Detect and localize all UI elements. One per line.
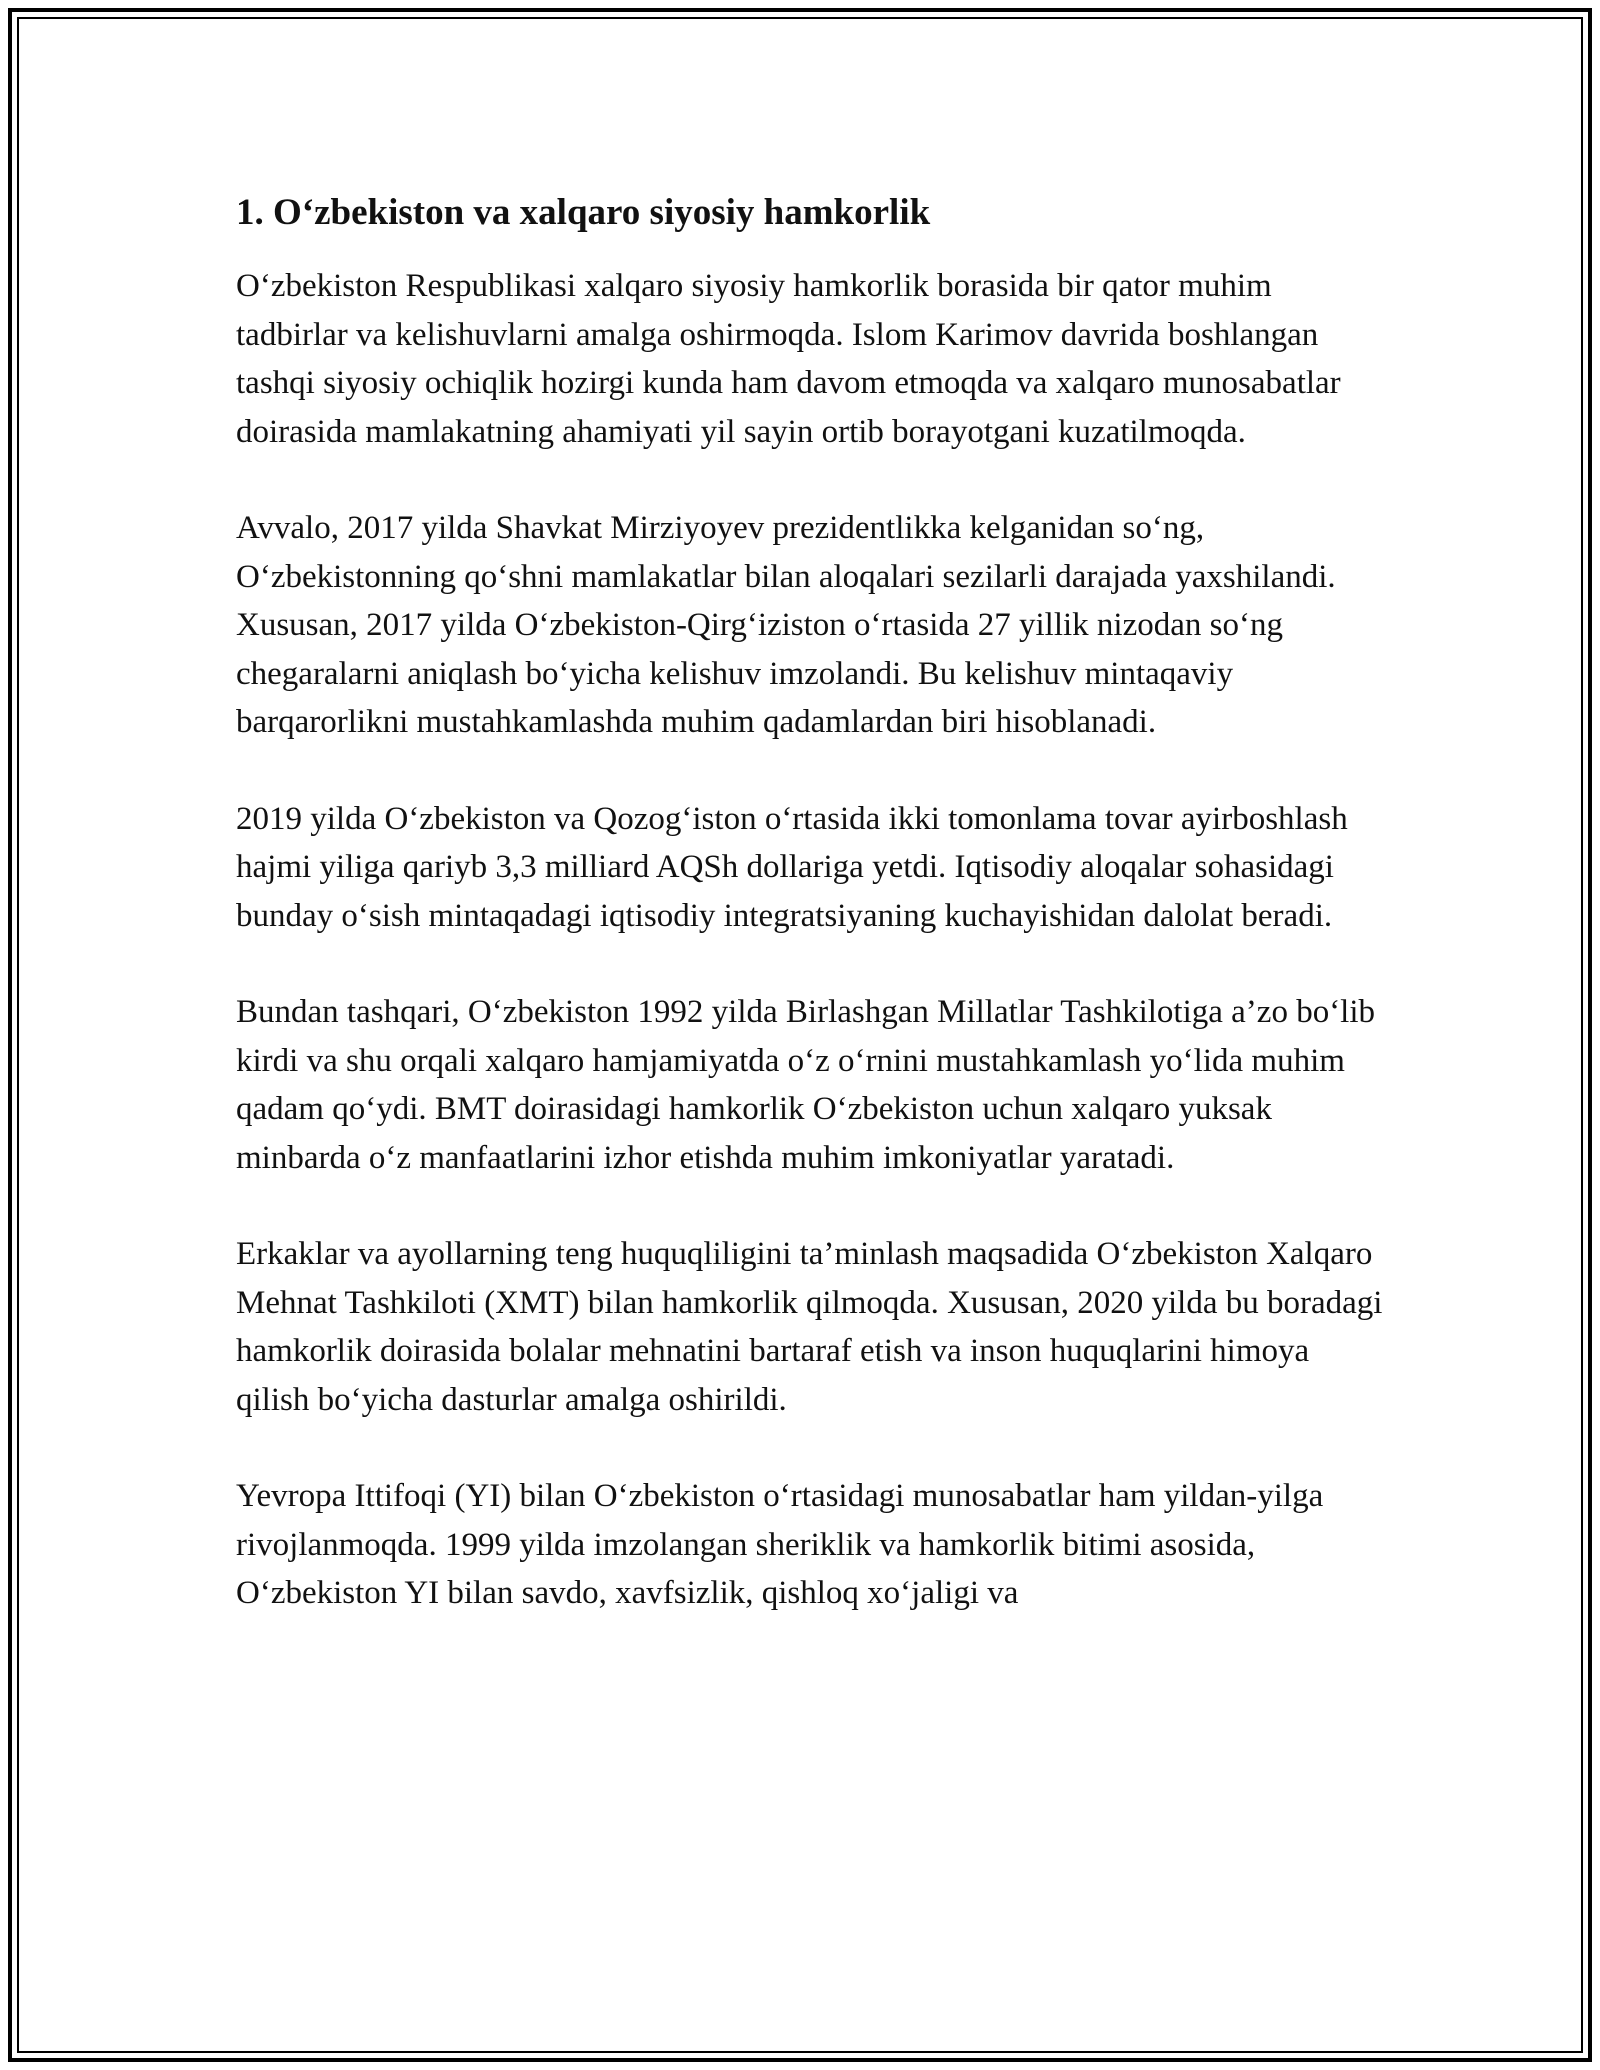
paragraph-european-union: Yevropa Ittifoqi (YI) bilan O‘zbekiston o‘rtasidagi munosabatlar ham yildan-yilga rivojlanmoqda. 1999 yilda imzolangan sheriklik va hamkorlik bitimi asosida, O‘zbekiston YI bilan savdo, xavfsizlik, qishloq xo‘jaligi va	[236, 1478, 1324, 1611]
document-body	[236, 188, 1386, 1666]
paragraph-united-nations: Bundan tashqari, O‘zbekiston 1992 yilda Birlashgan Millatlar Tashkilotiga a’zo bo‘lib kirdi va shu orqali xalqaro hamjamiyatda o‘z o‘rnini mustahkamlash yo‘lida muhim qadam qo‘ydi. BMT doirasidagi hamkorlik O‘zbekiston uchun xalqaro yuksak minbarda o‘z manfaatlarini izhor etishda muhim imkoniyatlar yaratadi.	[236, 994, 1376, 1176]
paragraph-neighbors: Avvalo, 2017 yilda Shavkat Mirziyoyev prezidentlikka kelganidan so‘ng, O‘zbekistonning qo‘shni mamlakatlar bilan aloqalari sezilarli darajada yaxshilandi. Xususan, 2017 yilda O‘zbekiston-Qirg‘iziston o‘rtasida 27 yillik nizodan so‘ng chegaralarni aniqlash bo‘yicha kelishuv imzolandi. Bu kelishuv mintaqaviy barqarorlikni mustahkamlashda muhim qadamlardan biri hisoblanadi.	[236, 510, 1336, 740]
section-heading: 1. O‘zbekiston va xalqaro siyosiy hamkorlik	[236, 192, 931, 233]
paragraph-kazakhstan-trade: 2019 yilda O‘zbekiston va Qozog‘iston o‘rtasida ikki tomonlama tovar ayirboshlash hajmi yiliga qariyb 3,3 milliard AQSh dollariga yetdi. Iqtisodiy aloqalar sohasidagi bunday o‘sish mintaqadagi iqtisodiy integratsiyaning kuchayishidan dalolat beradi.	[236, 800, 1348, 934]
paragraph-ilo: Erkaklar va ayollarning teng huquqliligini ta’minlash maqsadida O‘zbekiston Xalqaro Mehnat Tashkiloti (XMT) bilan hamkorlik qilmoqda. Xususan, 2020 yilda bu boradagi hamkorlik doirasida bolalar mehnatini bartaraf etish va inson huquqlarini himoya qilish bo‘yicha dasturlar amalga oshirildi.	[236, 1236, 1383, 1418]
paragraph-intro: O‘zbekiston Respublikasi xalqaro siyosiy hamkorlik borasida bir qator muhim tadbirlar va kelishuvlarni amalga oshirmoqda. Islom Karimov davrida boshlangan tashqi siyosiy ochiqlik hozirgi kunda ham davom etmoqda va xalqaro munosabatlar doirasida mamlakatning ahamiyati yil sayin ortib borayotgani kuzatilmoqda.	[236, 268, 1341, 450]
